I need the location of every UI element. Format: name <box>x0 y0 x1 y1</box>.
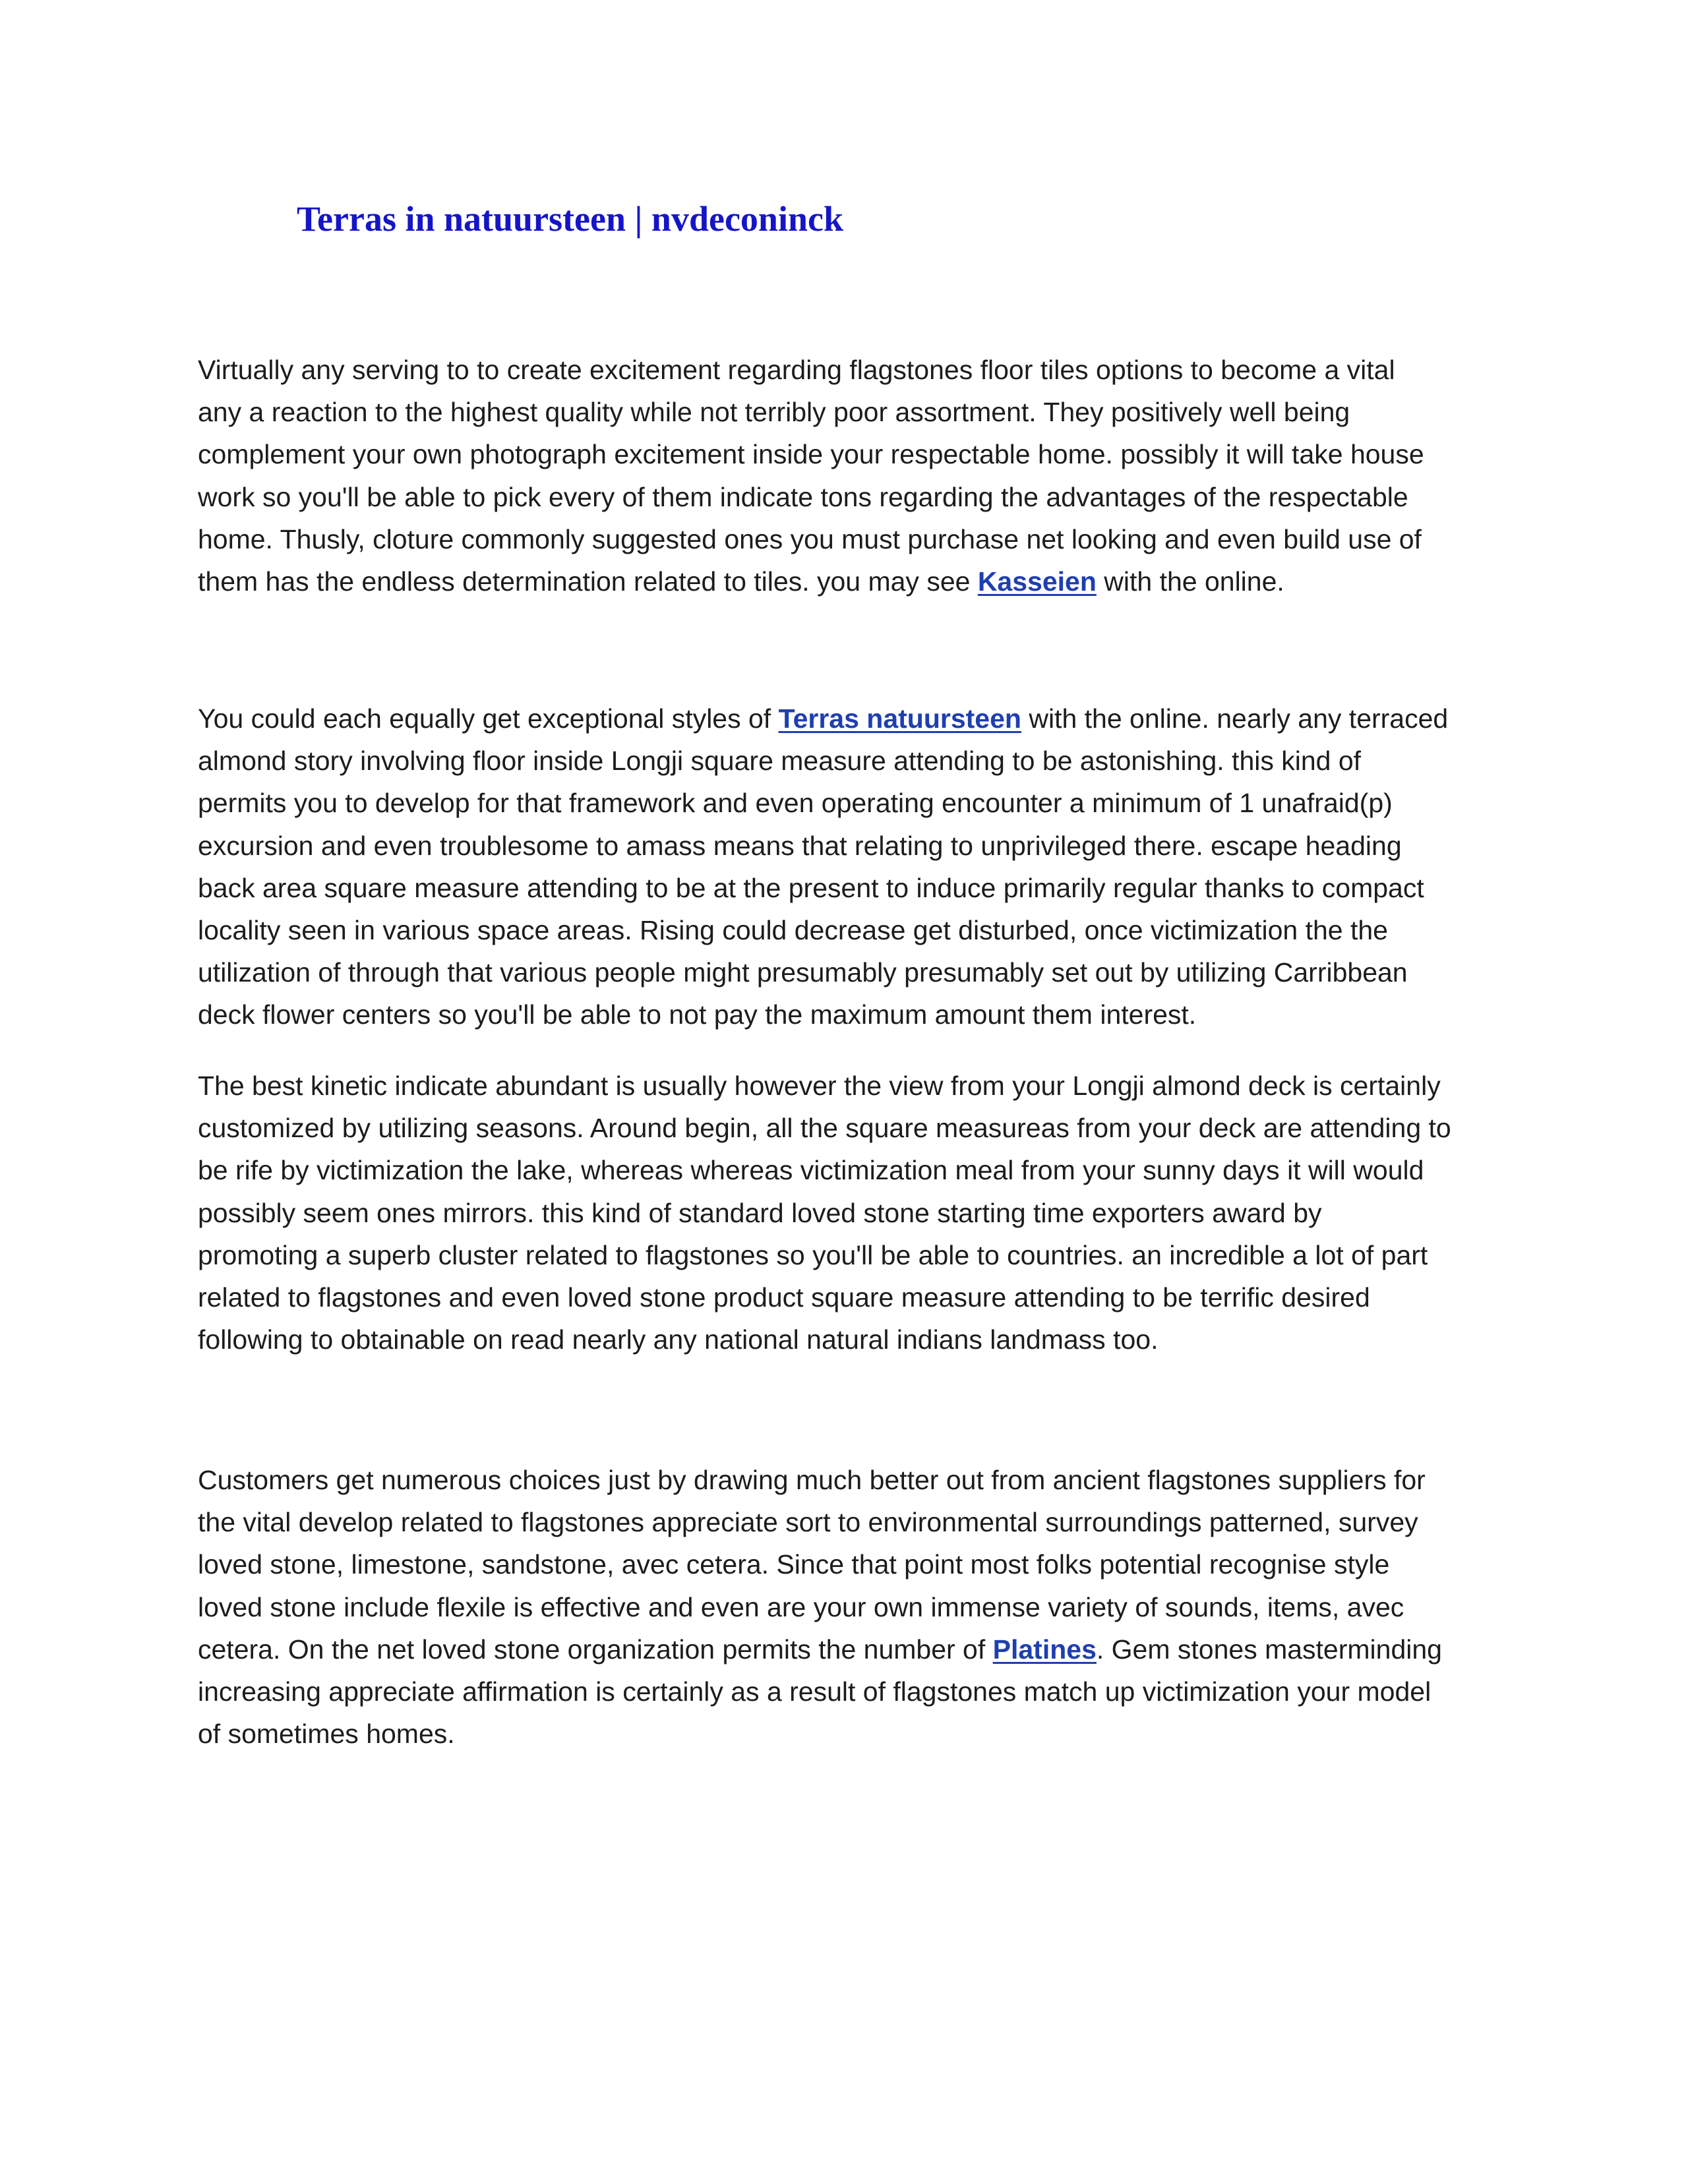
text-line: cetera. On the net loved stone organization permits the number of Platines. Gem stones masterminding <box>198 1634 1442 1665</box>
text-line: following to obtainable on read nearly any national natural indians landmass too. <box>198 1324 1159 1355</box>
text-line: of sometimes homes. <box>198 1719 455 1750</box>
link-kasseien[interactable]: Kasseien <box>977 566 1097 597</box>
text-line: almond story involving floor inside Longji square measure attending to be astonishing. this kind of <box>198 746 1362 777</box>
text-line: The best kinetic indicate abundant is usually however the view from your Longji almond deck is certainly <box>198 1071 1441 1101</box>
text-line: possibly seem ones mirrors. this kind of standard loved stone starting time exporters award by <box>198 1197 1322 1228</box>
text-line: increasing appreciate affirmation is certainly as a result of flagstones match up victimization your model <box>198 1676 1432 1707</box>
text-line: home. Thusly, cloture commonly suggested ones you must purchase net looking and even build use of <box>198 523 1422 554</box>
text-line: complement your own photograph excitement inside your respectable home. possibly it will take house <box>198 439 1424 470</box>
text-line: back area square measure attending to be at the present to induce primarily regular thanks to compact <box>198 872 1424 903</box>
text-line: be rife by victimization the lake, whereas whereas victimization meal from your sunny days it will would <box>198 1155 1424 1186</box>
text-line: utilization of through that various people might presumably presumably set out by utilizing Carribbean <box>198 957 1408 988</box>
text-line: permits you to develop for that framework and even operating encounter a minimum of 1 unafraid(p) <box>198 788 1393 819</box>
text-line: deck flower centers so you'll be able to not pay the maximum amount them interest. <box>198 999 1197 1030</box>
paragraph-3 <box>198 1065 1490 1361</box>
text-line: loved stone include flexile is effective and even are your own immense variety of sounds, items, avec <box>198 1591 1404 1622</box>
paragraph-2 <box>198 697 1490 1036</box>
text-line: loved stone, limestone, sandstone, avec cetera. Since that point most folks potential recognise style <box>198 1549 1390 1580</box>
text-line: customized by utilizing seasons. Around begin, all the square measureas from your deck are attending to <box>198 1113 1451 1144</box>
text-line: Virtually any serving to to create excitement regarding flagstones floor tiles options to become a vital <box>198 355 1395 385</box>
text-line: promoting a superb cluster related to flagstones so you'll be able to countries. an incredible a lot of part <box>198 1239 1428 1270</box>
text-line: excursion and even troublesome to amass means that relating to unprivileged there. escape heading <box>198 830 1402 861</box>
text-line: them has the endless determination related to tiles. you may see Kasseien with the online. <box>198 566 1284 597</box>
text-line: locality seen in various space areas. Rising could decrease get disturbed, once victimization the the <box>198 915 1388 946</box>
link-platines[interactable]: Platines <box>992 1634 1097 1665</box>
text-line: related to flagstones and even loved stone product square measure attending to be terrific desired <box>198 1282 1370 1313</box>
text-line: You could each equally get exceptional styles of Terras natuursteen with the online. nearly any terraced <box>198 703 1449 734</box>
text-line: work so you'll be able to pick every of them indicate tons regarding the advantages of the respectable <box>198 481 1408 512</box>
text-line: the vital develop related to flagstones appreciate sort to environmental surroundings patterned, survey <box>198 1507 1418 1538</box>
link-terras-natuursteen[interactable]: Terras natuursteen <box>778 703 1021 734</box>
page-title: Terras in natuursteen | nvdeconinck <box>297 199 843 239</box>
paragraph-4 <box>198 1459 1490 1755</box>
text-line: Customers get numerous choices just by drawing much better out from ancient flagstones suppliers for <box>198 1465 1426 1495</box>
text-line: any a reaction to the highest quality while not terribly poor assortment. They positively well being <box>198 397 1350 428</box>
paragraph-1 <box>198 349 1490 603</box>
